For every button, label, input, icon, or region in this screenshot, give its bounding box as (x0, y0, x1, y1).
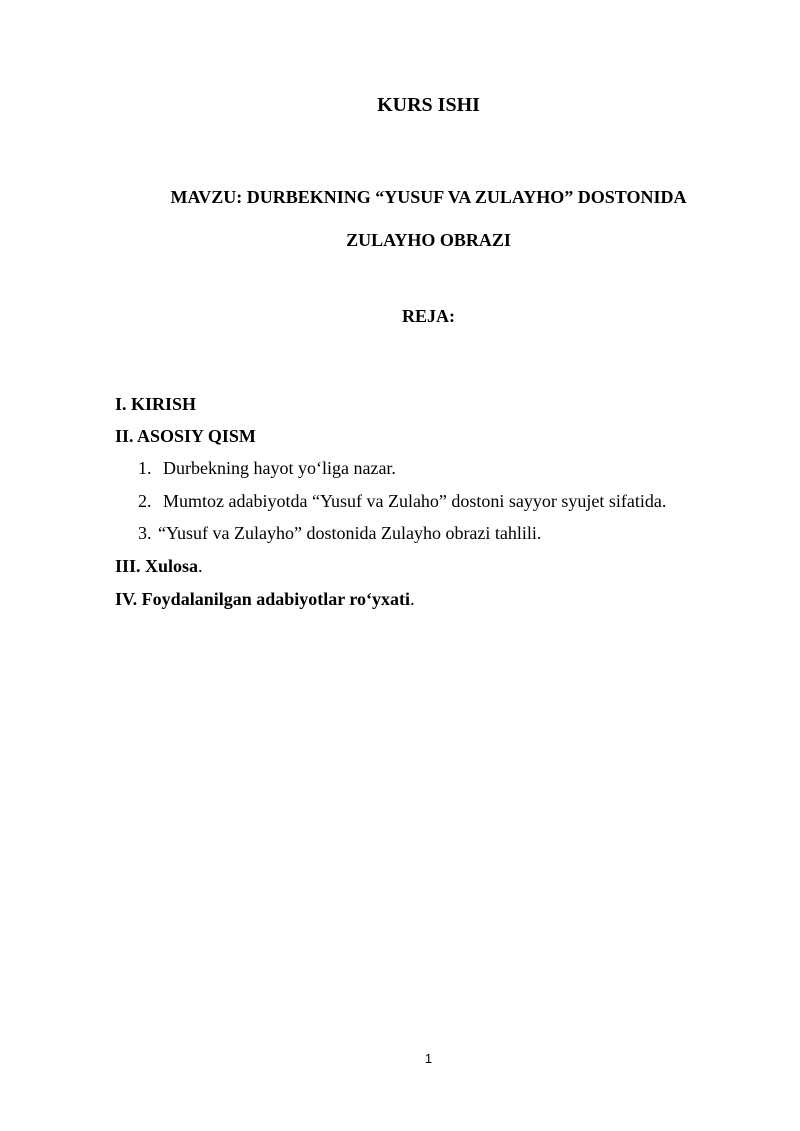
plan-sub-item-1 (138, 458, 396, 479)
plan-sub-item-2 (138, 491, 666, 512)
plan-title: REJA: (402, 306, 455, 326)
plan-item-references-label: IV. Foydalanilgan adabiyotlar roʻyxati (115, 589, 411, 609)
plan-sub-item-number: 3. (138, 523, 152, 543)
plan-item-intro-label: I. KIRISH (115, 394, 197, 414)
page-number: 1 (424, 1051, 433, 1066)
plan-item-conclusion-label: III. Xulosa (115, 556, 199, 576)
topic-line-2: ZULAYHO OBRAZI (346, 230, 511, 250)
plan-item-references (115, 589, 415, 610)
plan-item-references-suffix: . (410, 589, 415, 609)
plan-item-conclusion-suffix: . (198, 556, 203, 576)
document-title: KURS ISHI (377, 94, 480, 116)
plan-item-conclusion (115, 556, 203, 577)
plan-sub-item-text: Mumtoz adabiyotda “Yusuf va Zulaho” dostoni sayyor syujet sifatida. (163, 491, 667, 511)
plan-sub-item-text: “Yusuf va Zulayho” dostonida Zulayho obrazi tahlili. (158, 523, 542, 543)
plan-item-intro (115, 394, 196, 415)
plan-item-main-label: II. ASOSIY QISM (115, 426, 256, 446)
plan-sub-item-number: 1. (138, 458, 152, 478)
plan-sub-item-text: Durbekning hayot yoʻliga nazar. (163, 458, 396, 478)
plan-sub-item-3 (138, 523, 541, 544)
plan-sub-item-number: 2. (138, 491, 152, 511)
plan-item-main (115, 426, 256, 447)
topic-line-1: MAVZU: DURBEKNING “YUSUF VA ZULAYHO” DOSTONIDA (170, 187, 687, 207)
